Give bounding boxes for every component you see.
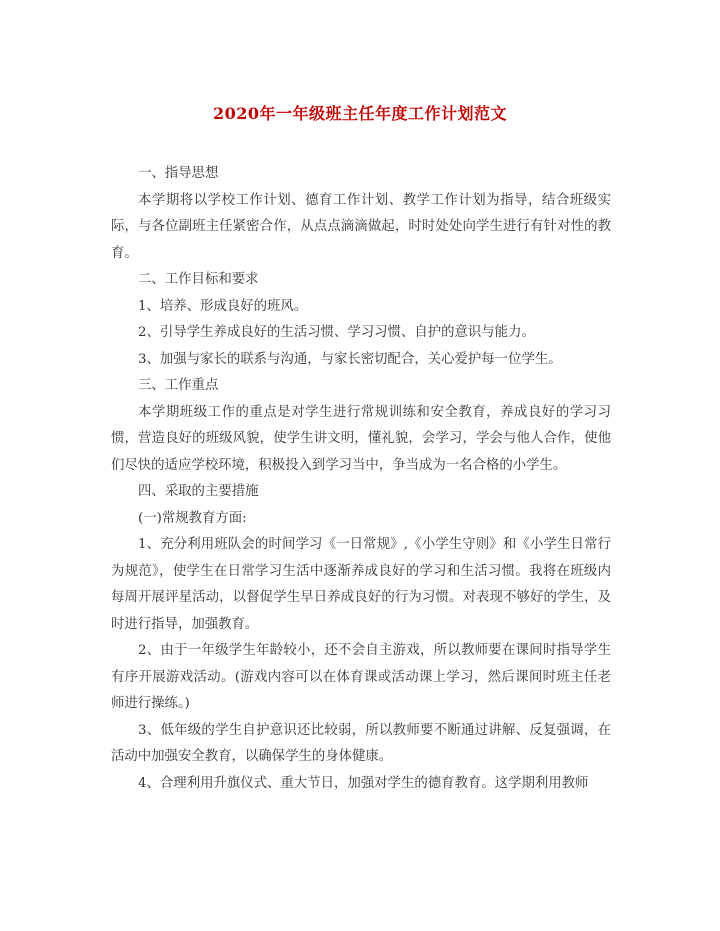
document-body	[111, 161, 611, 797]
section-heading-measures: 四、采取的主要措施	[138, 484, 259, 499]
list-item: 4、合理利用升旗仪式、重大节日，加强对学生的德育教育。这学期利用教师	[138, 775, 589, 791]
paragraph: 本学期班级工作的重点是对学生进行常规训练和安全教育，养成良好的学习习惯，营造良好的班级风貌，使学生讲文明，懂礼貌，会学习，学会与他人合作，使他们尽快的适应学校环境，积极投入到学习当中，争当成为一名合格的小学生。	[111, 404, 611, 473]
section-heading-goals: 二、工作目标和要求	[138, 272, 259, 287]
subsection-heading: (一)常规教育方面:	[138, 510, 247, 526]
list-item: 3、低年级的学生自护意识还比较弱，所以教师要不断通过讲解、反复强调，在活动中加强安全教育，以确保学生的身体健康。	[111, 722, 611, 764]
list-item: 1、培养、形成良好的班风。	[138, 298, 308, 314]
list-item: 2、引导学生养成良好的生活习惯、学习习惯、自护的意识与能力。	[138, 325, 535, 340]
list-item: 3、加强与家长的联系与沟通，与家长密切配合，关心爱护每一位学生。	[138, 351, 562, 367]
list-item: 1、充分利用班队会的时间学习《一日常规》,《小学生守则》和《小学生日常行为规范》，使学生在日常学习生活中逐渐养成良好的学习和生活习惯。我将在班级内每周开展评星活动，以督促学生早日养成良好的行为习惯。对表现不够好的学生，及时进行指导，加强教育。	[111, 537, 611, 632]
paragraph: 本学期将以学校工作计划、德育工作计划、教学工作计划为指导，结合班级实际，与各位副班主任紧密合作，从点点滴滴做起，时时处处向学生进行有针对性的教育。	[111, 192, 611, 261]
document-title: 2020年一年级班主任年度工作计划范文	[212, 104, 508, 123]
list-item: 2、由于一年级学生年龄较小，还不会自主游戏，所以教师要在课间时指导学生有序开展游戏活动。(游戏内容可以在体育课或活动课上学习，然后课间时班主任老师进行操练。)	[111, 643, 611, 711]
section-heading-focus: 三、工作重点	[138, 378, 219, 393]
section-heading-guiding-thought: 一、指导思想	[138, 166, 219, 181]
